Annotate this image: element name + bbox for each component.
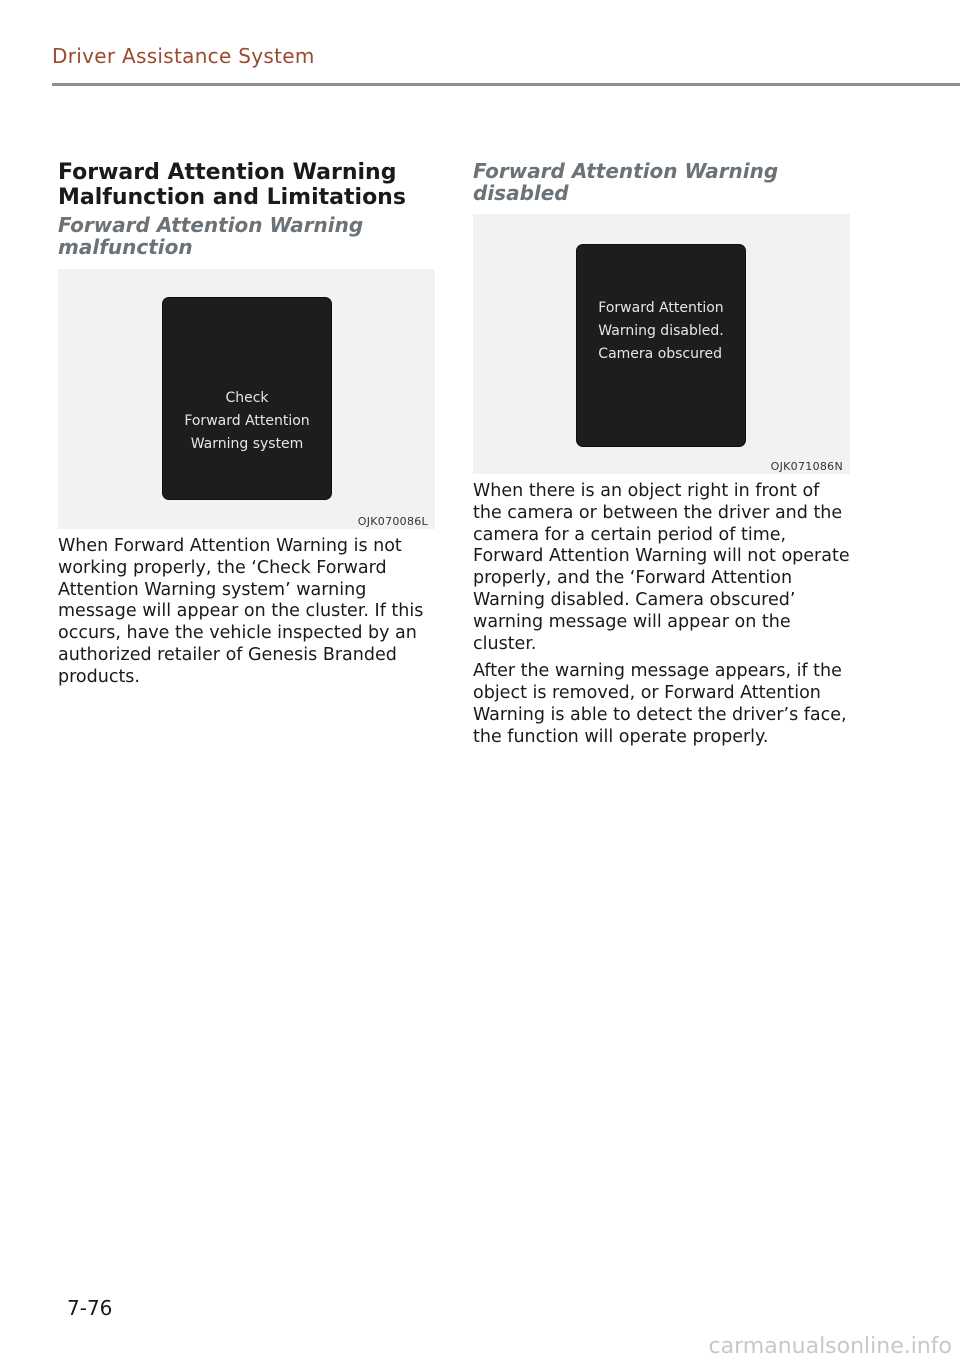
- section-title-line-2: Malfunction and Limitations: [58, 185, 406, 210]
- left-column: [58, 160, 435, 689]
- disabled-paragraph-2: After the warning message appears, if the object is removed, or Forward Attention Warning is able to detect the driver’s face, the function will operate properly.: [473, 661, 847, 747]
- cluster-message: [598, 297, 723, 366]
- malfunction-subtitle-line-2: malfunction: [58, 235, 193, 259]
- disabled-paragraph-1: When there is an object right in front of the camera or between the driver and the camera for a certain period of time, Forward Attention Warning will not operate properly, and the ‘Forward Attention Warning disabled. Camera obscured’ warning message will appear on the cluster.: [473, 481, 850, 654]
- section-title-line-1: Forward Attention Warning: [58, 160, 397, 185]
- cluster-message-line: Camera obscured: [598, 346, 722, 362]
- cluster-message-line: Forward Attention: [184, 413, 310, 429]
- cluster-message-line: Check: [225, 390, 269, 406]
- header-divider: [52, 83, 960, 86]
- malfunction-figure: [58, 269, 435, 529]
- section-title: [58, 160, 435, 210]
- cluster-message: [184, 387, 309, 456]
- cluster-message-line: Warning system: [190, 436, 304, 452]
- cluster-display: [577, 245, 745, 446]
- right-column: [473, 160, 850, 749]
- malfunction-subtitle: [58, 214, 435, 258]
- disabled-figure: [473, 214, 850, 474]
- watermark: carmanualsonline.info: [708, 1334, 952, 1359]
- figure-code: OJK071086N: [770, 460, 843, 473]
- cluster-message-line: Forward Attention: [598, 300, 724, 316]
- cluster-display: [163, 298, 331, 499]
- malfunction-subtitle-line-1: Forward Attention Warning: [58, 213, 364, 237]
- cluster-message-line: Warning disabled.: [598, 323, 724, 339]
- malfunction-paragraph: When Forward Attention Warning is not working properly, the ‘Check Forward Attention Warning system’ warning message will appear on the cluster. If this occurs, have the vehicle inspected by an authorized retailer of Genesis Branded products.: [58, 536, 424, 687]
- running-header: Driver Assistance System: [52, 44, 315, 68]
- figure-code: OJK070086L: [357, 515, 428, 528]
- page-number: 7-76: [67, 1296, 113, 1320]
- disabled-subtitle: Forward Attention Warning disabled: [473, 159, 779, 205]
